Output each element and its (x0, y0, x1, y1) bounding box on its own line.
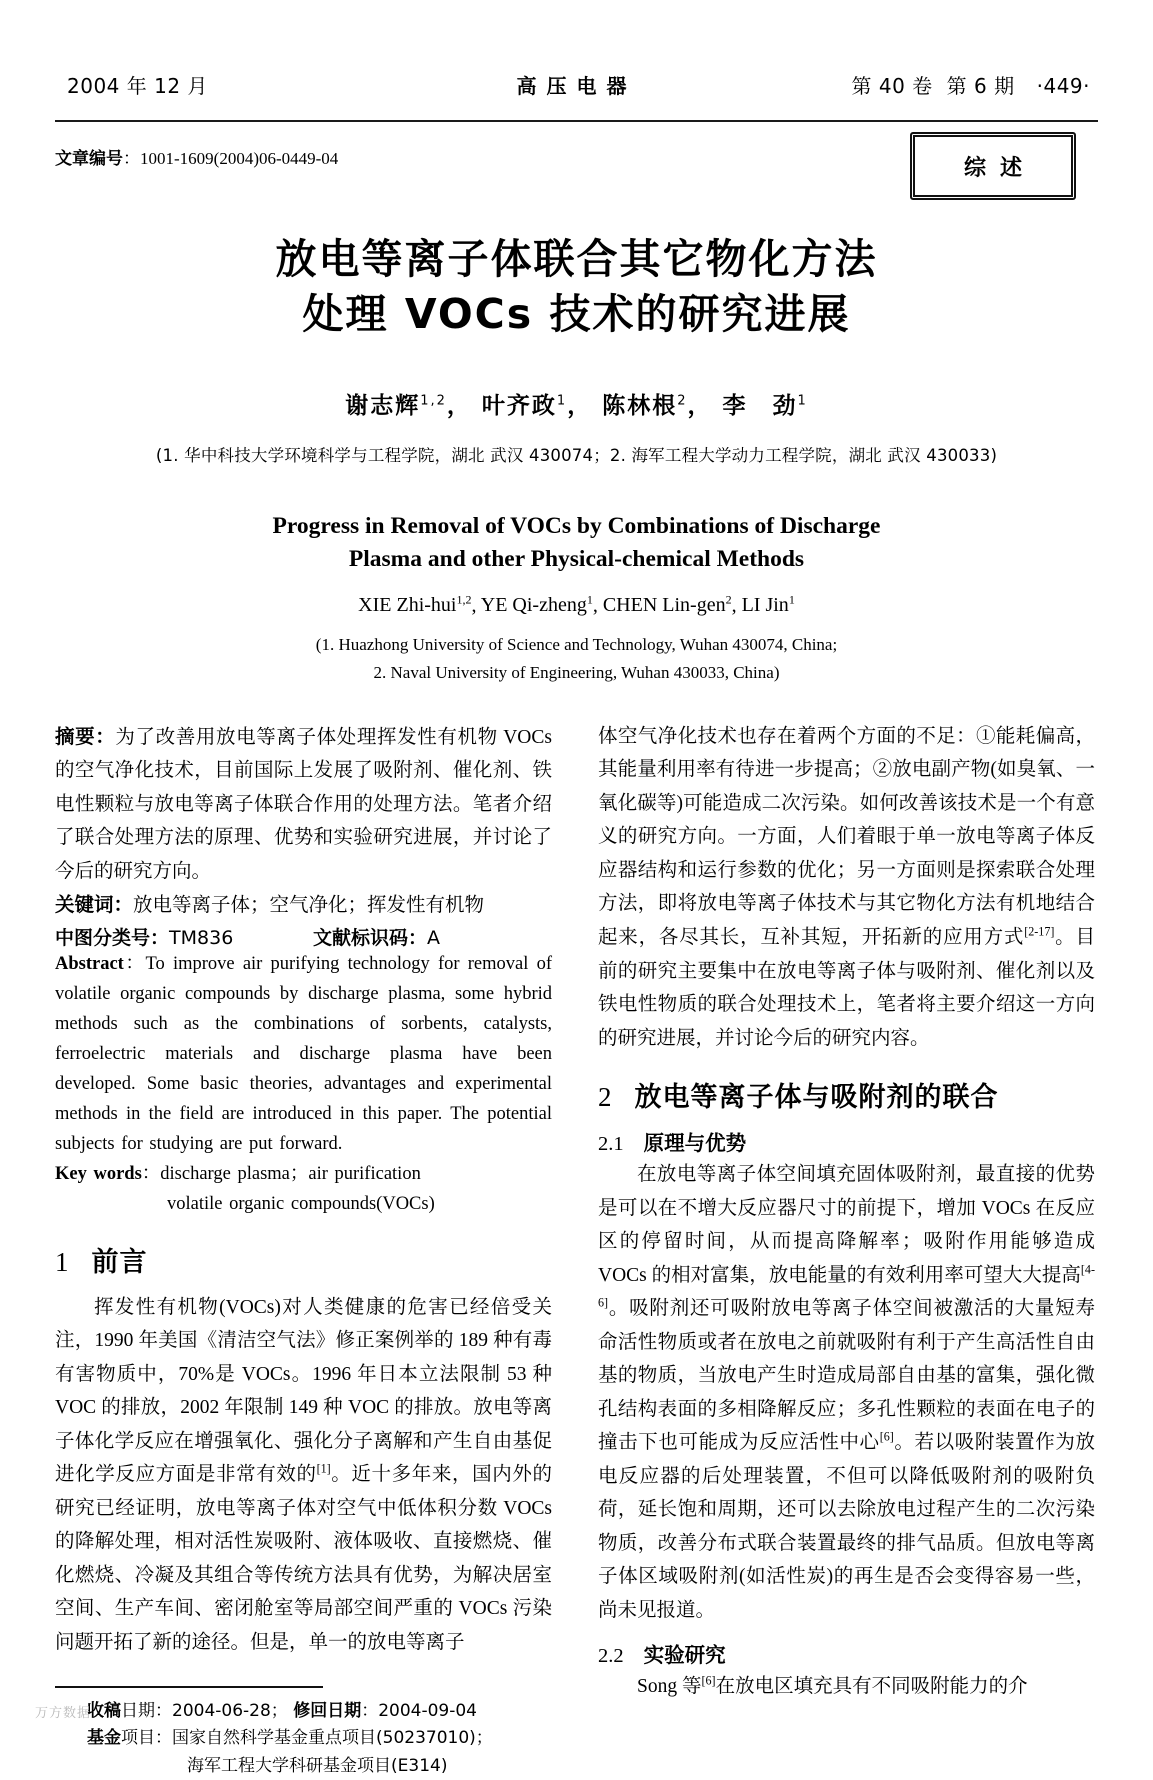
section-1-title: 前言 (91, 1246, 148, 1278)
affiliation-cn: (1. 华中科技大学环境科学与工程学院，湖北 武汉 430074；2. 海军工程大学动力工程学院，湖北 武汉 430033) (155, 446, 998, 466)
footnote-dates (87, 1698, 552, 1726)
keywords-cn-text: 放电等离子体；空气净化；挥发性有机物 (133, 895, 485, 917)
abstract-cn (55, 720, 552, 889)
section-2-2-title: 实验研究 (643, 1642, 726, 1667)
article-number: 文章编号：1001-1609(2004)06-0449-04 (55, 149, 339, 169)
article-number-value: 1001-1609(2004)06-0449-04 (140, 149, 339, 168)
doc-code-value: A (427, 926, 441, 949)
author-en-4: LI Jin$^1$ (741, 592, 795, 617)
title-cn-line1: 放电等离子体联合其它物化方法 (275, 235, 878, 283)
paragraph-3 (598, 1158, 1095, 1627)
paragraph-1 (55, 1291, 552, 1660)
section-2-2-number: 2.2 (598, 1644, 624, 1667)
section-2-1-title: 原理与优势 (643, 1131, 747, 1156)
fund-label: 基金 (87, 1728, 121, 1749)
abstract-cn-text: 为了改善用放电等离子体处理挥发性有机物 VOCs 的空气净化技术，目前国际上发展了吸附剂、催化剂、铁电性颗粒与放电等离子体联合作用的处理方法。笔者介绍了联合处理方法的原理、优势和实验研究进展，并讨论了今后的研究方向。 (55, 726, 552, 882)
left-column (55, 720, 552, 1780)
paragraph-4-part-b: 在放电区填充具有不同吸附能力的介 (715, 1675, 1028, 1697)
section-1-number: 1 (55, 1246, 70, 1277)
keywords-en-line2: volatile organic compounds(VOCs) (167, 1193, 435, 1214)
received-label: 收稿 (87, 1700, 121, 1721)
doc-code-label: 文献标识码： (313, 926, 428, 949)
author-cn-1: 谢志辉$^{1,2}$ (345, 393, 447, 420)
section-2-number: 2 (598, 1082, 613, 1113)
revised-label: 修回日期 (293, 1700, 362, 1721)
paragraph-3-part-c: 。若以吸附装置作为放电反应器的后处理装置，不但可以降低吸附剂的吸附负荷，延长饱和周期，还可以去除放电过程产生的二次污染物质，改善分布式联合装置最终的排气品质。但放电等离子体区域吸附剂(如活性炭)的再生是否会变得容易一些，尚未见报道。 (598, 1432, 1095, 1621)
author-en-2: YE Qi-zheng$^1$ (480, 592, 593, 617)
revised-value: ：2004-09-04 (361, 1700, 477, 1721)
paragraph-2-part-a: 体空气净化技术也存在着两个方面的不足：①能耗偏高，其能量利用率有待进一步提高；②放电副产物(如臭氧、一氧化碳等)可能造成二次污染。如何改善该技术是一个有意义的研究方向。一方面，人们着眼于单一放电等离子体反应器结构和运行参数的优化；另一方面则是探索联合处理方法，即将放电等离子体技术与其它物化方法有机地结合起来，各尽其长，互补其短，开拓新的应用方式 (598, 725, 1095, 948)
citation-ref-3: [4-6] (598, 1262, 1095, 1310)
section-2-heading (598, 1075, 1095, 1114)
abstract-en-label: Abstract (55, 953, 124, 974)
affiliation-en-line2: 2. Naval University of Engineering, Wuhan 430033, China) (373, 662, 780, 682)
paragraph-3-part-b: 。吸附剂还可吸附放电等离子体空间被激活的大量短寿命活性物质或者在放电之前就吸附有利于产生高活性自由基的物质，当放电产生时造成局部自由基的富集，强化微孔结构表面的多相降解反应；多孔性颗粒的表面在电子的撞击下也可能成为反应活性中心 (598, 1298, 1095, 1454)
article-number-label: 文章编号 (55, 149, 123, 169)
header-divider (55, 120, 1098, 122)
authors-en: XIE Zhi-hui$^{1,2}$, YE Qi-zheng$^1$, CHEN Lin-gen$^2$, LI Jin$^1$ (358, 592, 795, 617)
footnote-fund (87, 1725, 552, 1753)
section-2-1-number: 2.1 (598, 1133, 624, 1156)
section-2-title: 放电等离子体与吸附剂的联合 (634, 1082, 999, 1114)
paragraph-4-part-a: Song 等 (637, 1675, 702, 1697)
classification-row (55, 923, 552, 950)
review-badge: 综述 (910, 132, 1076, 200)
title-cn-line2: 处理 VOCs 技术的研究进展 (302, 289, 851, 338)
fund-rest: 项目：国家自然科学基金重点项目(50237010)； (121, 1728, 493, 1749)
section-2-1-heading (598, 1126, 1095, 1156)
paragraph-2 (598, 720, 1095, 1055)
citation-ref-1: [1] (316, 1461, 331, 1476)
received-rest: 日期：2004-06-28； (121, 1700, 288, 1721)
paragraph-3-part-a: 在放电等离子体空间填充固体吸附剂，最直接的优势是可以在不增大反应器尺寸的前提下，增加 VOCs 在反应区的停留时间，从而提高降解率；吸附作用能够造成 VOCs 的相对富集，放电能量的有效利用率可望大大提高 (598, 1164, 1095, 1286)
running-head-date: 2004 年 12 月 (67, 74, 208, 98)
footnote-divider (55, 1686, 323, 1688)
section-1-heading (55, 1240, 552, 1279)
affiliation-en (55, 631, 1098, 685)
footnote-fund-line2: 海军工程大学科研基金项目(E314) (187, 1755, 448, 1776)
abstract-en (55, 950, 552, 1160)
author-cn-4: 李 劲$^1$ (722, 393, 808, 420)
affiliation-en-line1: (1. Huazhong University of Science and Technology, Wuhan 430074, China; (315, 635, 838, 655)
article-number-row (55, 140, 1098, 206)
keywords-en-line1: ：discharge plasma；air purification (141, 1163, 421, 1184)
running-head-issue: 第 6 期 (946, 74, 1015, 98)
title-en-line2: Plasma and other Physical-chemical Methods (348, 546, 805, 573)
clc-number (55, 923, 313, 950)
running-head-volume: 第 40 卷 (851, 74, 933, 98)
clc-label: 中图分类号： (55, 926, 170, 949)
clc-value: TM836 (169, 926, 234, 949)
watermark: 万方数据 (35, 1706, 92, 1721)
running-head (55, 70, 1098, 116)
paragraph-1-part-a: 挥发性有机物(VOCs)对人类健康的危害已经倍受关注，1990 年美国《清洁空气法》修正案例举的 189 种有毒有害物质中，70%是 VOCs。1996 年日本立法限制 53 种 VOC 的排放，2002 年限制 149 种 VOC 的排放。放电等离子体化学反应在增强氧化、强化分子离解和产生自由基促进化学反应方面是非常有效的 (55, 1296, 552, 1486)
abstract-en-text: ：To improve air purifying technology for removal of volatile organic compounds by discharge plasma, some hybrid methods such as the combinations of sorbents, catalysts, ferroelectric materials and discharge plasma have been developed. Some basic theories, advantages and experimental methods in the field are introduced in this paper. The potential subjects for studying are put forward. (55, 953, 552, 1154)
author-en-1: XIE Zhi-hui$^{1,2}$ (358, 592, 472, 617)
running-head-right (851, 70, 1090, 99)
citation-ref-2: [2-17] (1024, 924, 1055, 939)
paragraph-2-part-b: 。目前的研究主要集中在放电等离子体与吸附剂、催化剂以及铁电性物质的联合处理技术上，笔者将主要介绍这一方向的研究进展，并讨论今后的研究内容。 (598, 926, 1095, 1049)
keywords-cn-label: 关键词： (55, 893, 134, 917)
abstract-cn-label: 摘要： (55, 724, 116, 748)
running-head-page: ·449· (1036, 74, 1090, 98)
citation-ref-4: [6] (879, 1429, 894, 1444)
page-title-en (55, 510, 1098, 577)
keywords-cn (55, 888, 552, 923)
paragraph-4 (598, 1670, 1095, 1704)
document-code (313, 923, 440, 950)
keywords-en (55, 1160, 552, 1190)
author-en-3: CHEN Lin-gen$^2$ (602, 592, 732, 617)
two-column-body (55, 720, 1098, 1780)
author-cn-2: 叶齐政$^1$ (481, 393, 568, 420)
authors-cn: 谢志辉$^{1,2}$， 叶齐政$^1$， 陈林根$^2$， 李 劲$^1$ (345, 393, 808, 420)
running-head-journal: 高压电器 (516, 74, 637, 98)
paragraph-1-part-b: 。近十多年来，国内外的研究已经证明，放电等离子体对空气中低体积分数 VOCs 的降解处理，相对活性炭吸附、液体吸收、直接燃烧、催化燃烧、冷凝及其组合等传统方法具有优势，为解决居室空间、生产车间、密闭舱室等局部空间严重的 VOCs 污染问题开拓了新的途径。但是，单一的放电等离子 (55, 1464, 552, 1653)
section-2-2-heading (598, 1638, 1095, 1668)
title-en-line1: Progress in Removal of VOCs by Combinations of Discharge (272, 513, 881, 540)
author-cn-3: 陈林根$^2$ (602, 393, 688, 420)
keywords-en-label: Key words (55, 1163, 142, 1184)
page-title-cn (55, 232, 1098, 341)
citation-ref-5: [6] (701, 1673, 716, 1688)
right-column (598, 720, 1095, 1780)
